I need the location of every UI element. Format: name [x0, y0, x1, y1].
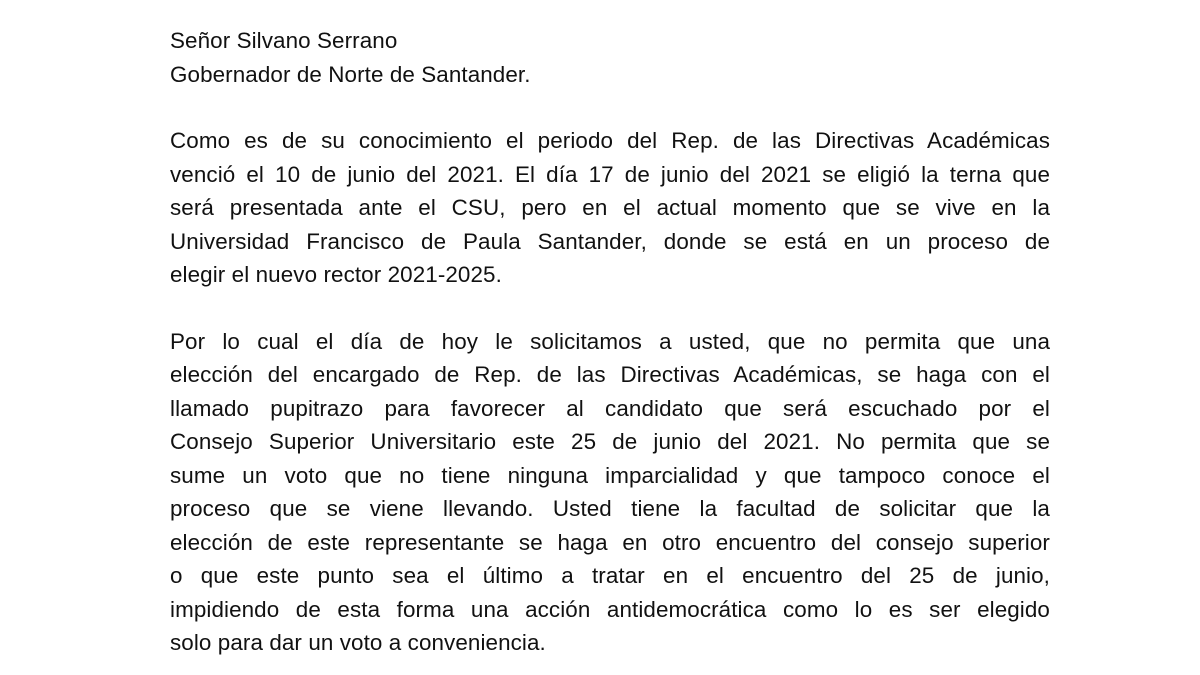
paragraph-line: sume un voto que no tiene ninguna imparcialidad y que tampoco conoce el [170, 462, 1050, 488]
paragraph-2 [170, 325, 1050, 660]
paragraph-line: solo para dar un voto a conveniencia. [170, 630, 546, 655]
paragraph-line: Por lo cual el día de hoy le solicitamos a usted, que no permita que una [170, 328, 1050, 354]
paragraph-line: elección de este representante se haga en otro encuentro del consejo superior [170, 529, 1050, 555]
paragraph-line: impidiendo de esta forma una acción antidemocrática como lo es ser elegido [170, 596, 1050, 622]
paragraph-line: venció el 10 de junio del 2021. El día 17 de junio del 2021 se eligió la terna que [170, 161, 1050, 187]
paragraph-line: Como es de su conocimiento el periodo del Rep. de las Directivas Académicas [170, 128, 1050, 153]
paragraph-line: Consejo Superior Universitario este 25 de junio del 2021. No permita que se [170, 429, 1050, 454]
recipient-block [170, 24, 1050, 91]
paragraph-line: o que este punto sea el último a tratar en el encuentro del 25 de junio, [170, 563, 1050, 588]
recipient-name: Señor Silvano Serrano [170, 28, 398, 53]
paragraph-line: será presentada ante el CSU, pero en el actual momento que se vive en la [170, 195, 1050, 220]
letter-body [170, 24, 1050, 660]
paragraph-line: elección del encargado de Rep. de las Directivas Académicas, se haga con el [170, 362, 1050, 387]
paragraph-line: proceso que se viene llevando. Usted tiene la facultad de solicitar que la [170, 496, 1050, 521]
paragraph-1 [170, 124, 1050, 292]
recipient-title: Gobernador de Norte de Santander. [170, 61, 531, 87]
paragraph-line: llamado pupitrazo para favorecer al candidato que será escuchado por el [170, 395, 1050, 421]
paragraph-line: Universidad Francisco de Paula Santander, donde se está en un proceso de [170, 228, 1050, 254]
paragraph-line: elegir el nuevo rector 2021-2025. [170, 262, 502, 287]
